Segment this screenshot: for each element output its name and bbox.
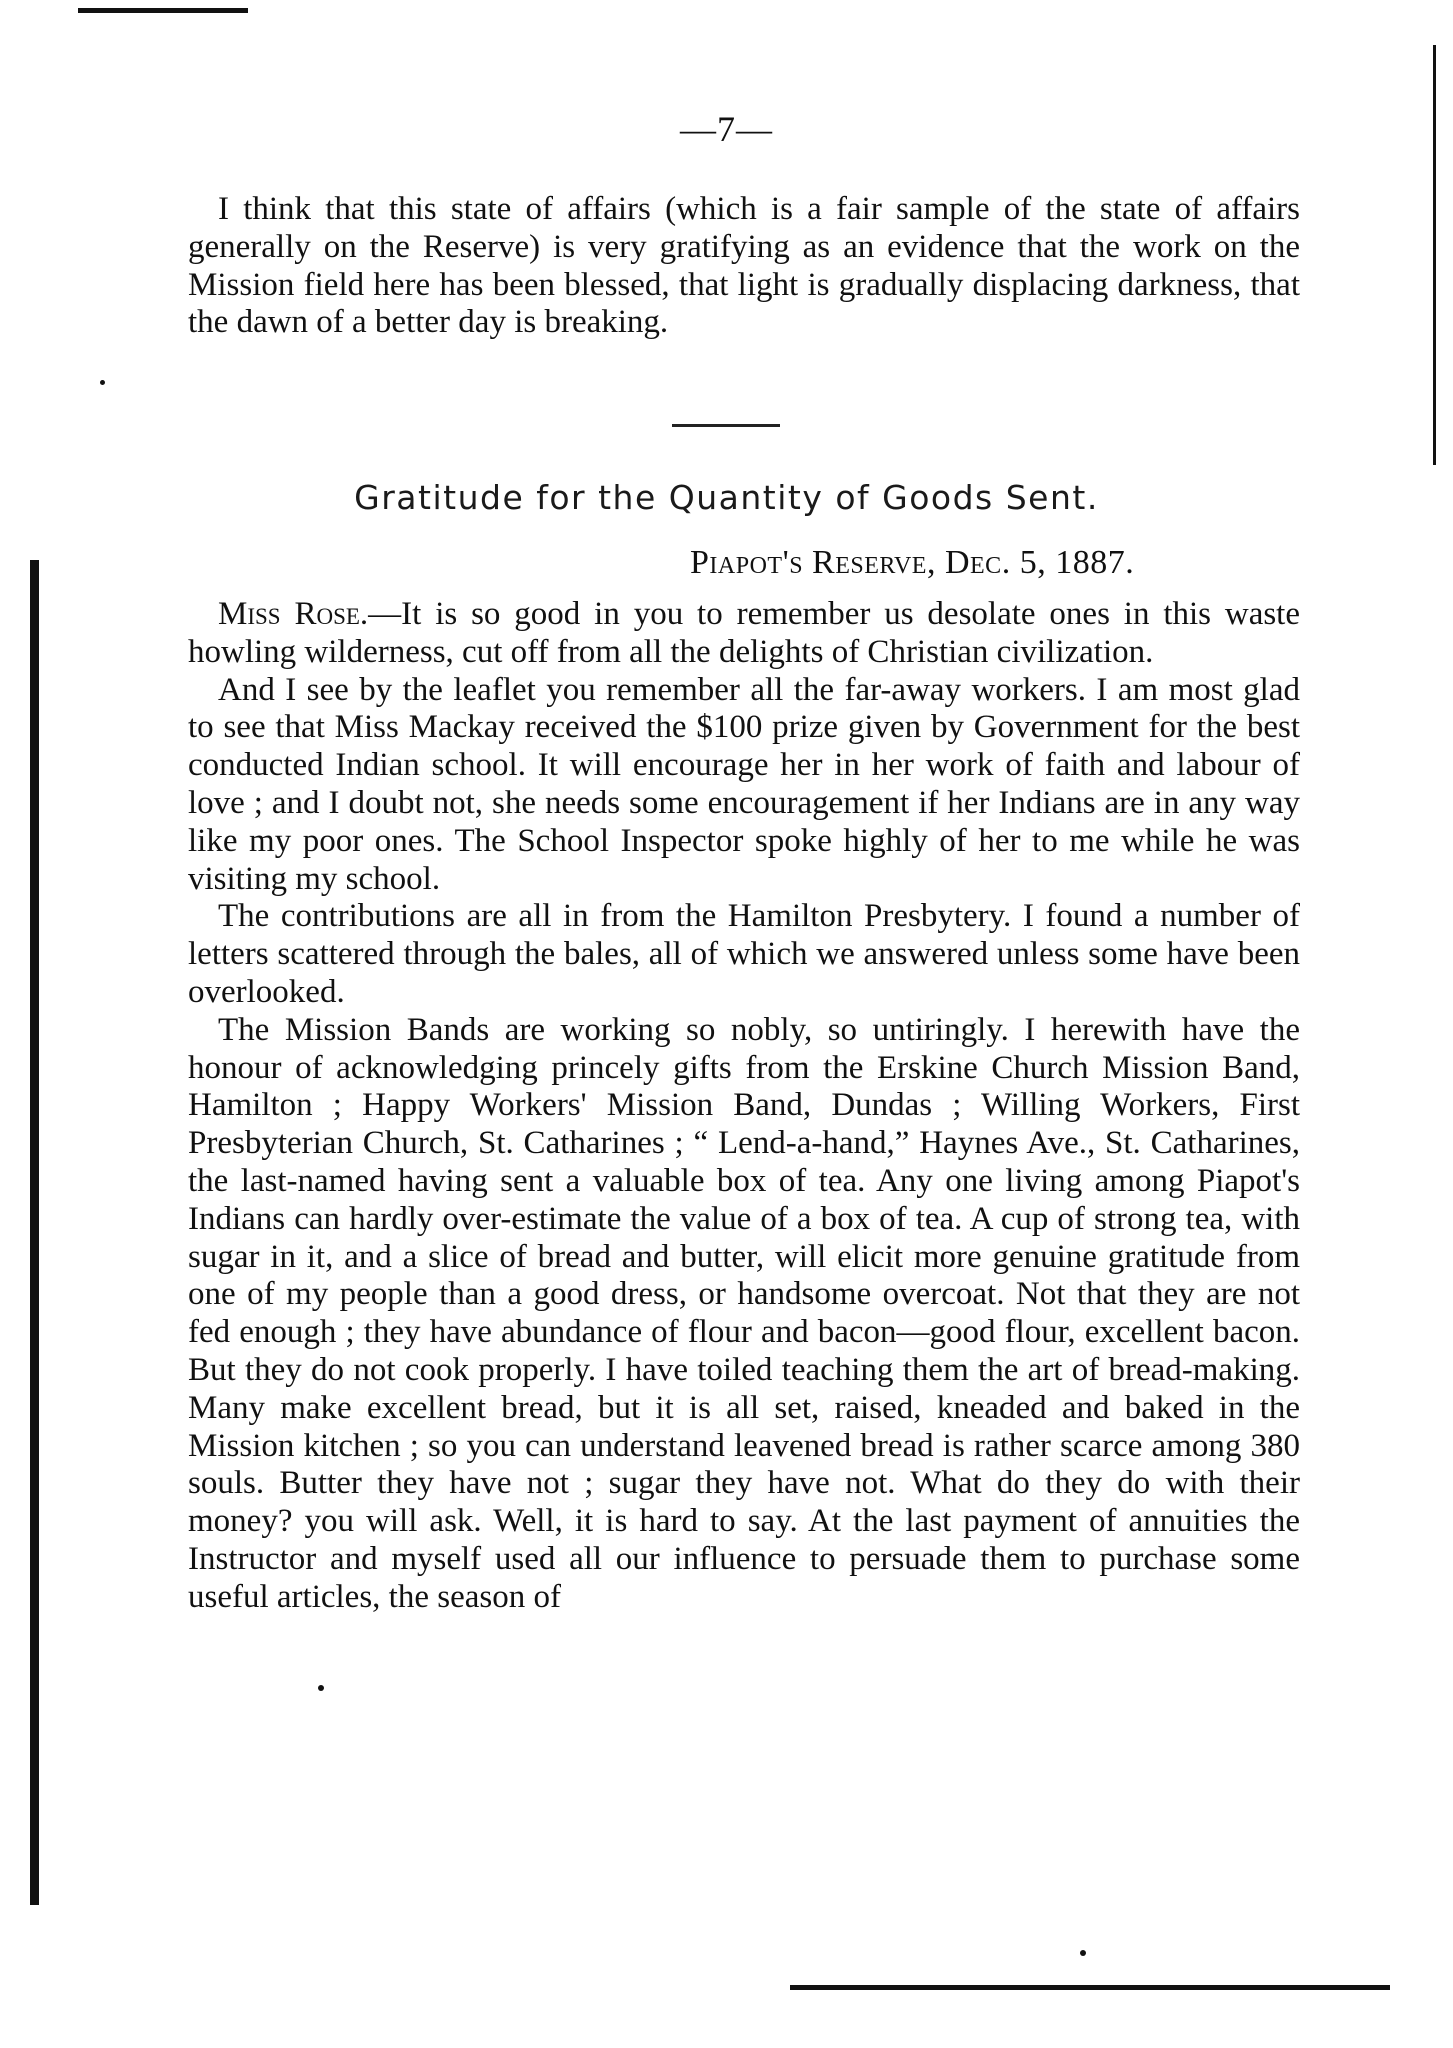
scan-dot <box>1080 1950 1086 1956</box>
letter-dateline: Piapot's Reserve, Dec. 5, 1887. <box>690 544 1135 581</box>
letter-paragraph-1 <box>188 596 1300 672</box>
letter-paragraph-4: The Mission Bands are working so nobly, so untiringly. I herewith have the honour of acknowledging princely gifts from the Erskine Church Mission Band, Hamilton ; Happy Workers' Mission Band, Dundas ; Willing Workers, First Presbyterian Church, St. Catharines ; “ Lend-a-hand,” Haynes Ave., St. Catharines, the last-named having sent a valuable box of tea. Any one living among Piapot's Indians can hardly over-estimate the value of a box of tea. A cup of strong tea, with sugar in it, and a slice of bread and butter, will elicit more genuine gratitude from one of my people than a good dress, or handsome overcoat. Not that they are not fed enough ; they have abundance of flour and bacon—good flour, excellent bacon. But they do not cook properly. I have toiled teaching them the art of bread-making. Many make excellent bread, but it is all set, raised, kneaded and baked in the Mission kitchen ; so you can understand leavened bread is rather scarce among 380 souls. Butter they have not ; sugar they have not. What do they do with their money? you will ask. Well, it is hard to say. At the last payment of annuities the Instructor and myself used all our influence to persuade them to purchase some useful articles, the season of <box>188 1011 1300 1615</box>
intro-paragraph-block <box>188 191 1300 342</box>
section-divider <box>672 424 780 427</box>
letter-paragraph-2: And I see by the leaflet you remember all the far-away workers. I am most glad to see that Miss Mackay received the $100 prize given by Government for the best conducted Indian school. It will encourage her in her work of faith and labour of love ; and I doubt not, she needs some encouragement if her Indians are in any way like my poor ones. The School Inspector spoke highly of her to me while he was visiting my school. <box>188 671 1300 897</box>
scan-dot <box>318 1685 324 1691</box>
scan-edge-bottom <box>790 1985 1390 1990</box>
section-heading: Gratitude for the Quantity of Goods Sent. <box>354 478 1099 517</box>
intro-paragraph: I think that this state of affairs (which is a fair sample of the state of affairs generally on the Reserve) is very gratifying as an evidence that the work on the Mission field here has been blessed, that light is gradually displacing darkness, that the dawn of a better day is breaking. <box>188 191 1300 341</box>
letter-paragraph-3: The contributions are all in from the Hamilton Presbytery. I found a number of letters scattered through the bales, all of which we answered unless some have been overlooked. <box>188 898 1300 1010</box>
letter-body <box>188 596 1300 1617</box>
scan-edge-top-left <box>78 8 248 13</box>
scan-dot <box>100 380 105 385</box>
letter-paragraph-1-text: —It is so good in you to remember us desolate ones in this waste howling wilderness, cut off from all the delights of Christian civilization. <box>188 596 1300 670</box>
letter-salutation: Miss Rose. <box>218 596 369 632</box>
scan-edge-left <box>30 560 39 1905</box>
page-number: —7— <box>680 109 773 149</box>
